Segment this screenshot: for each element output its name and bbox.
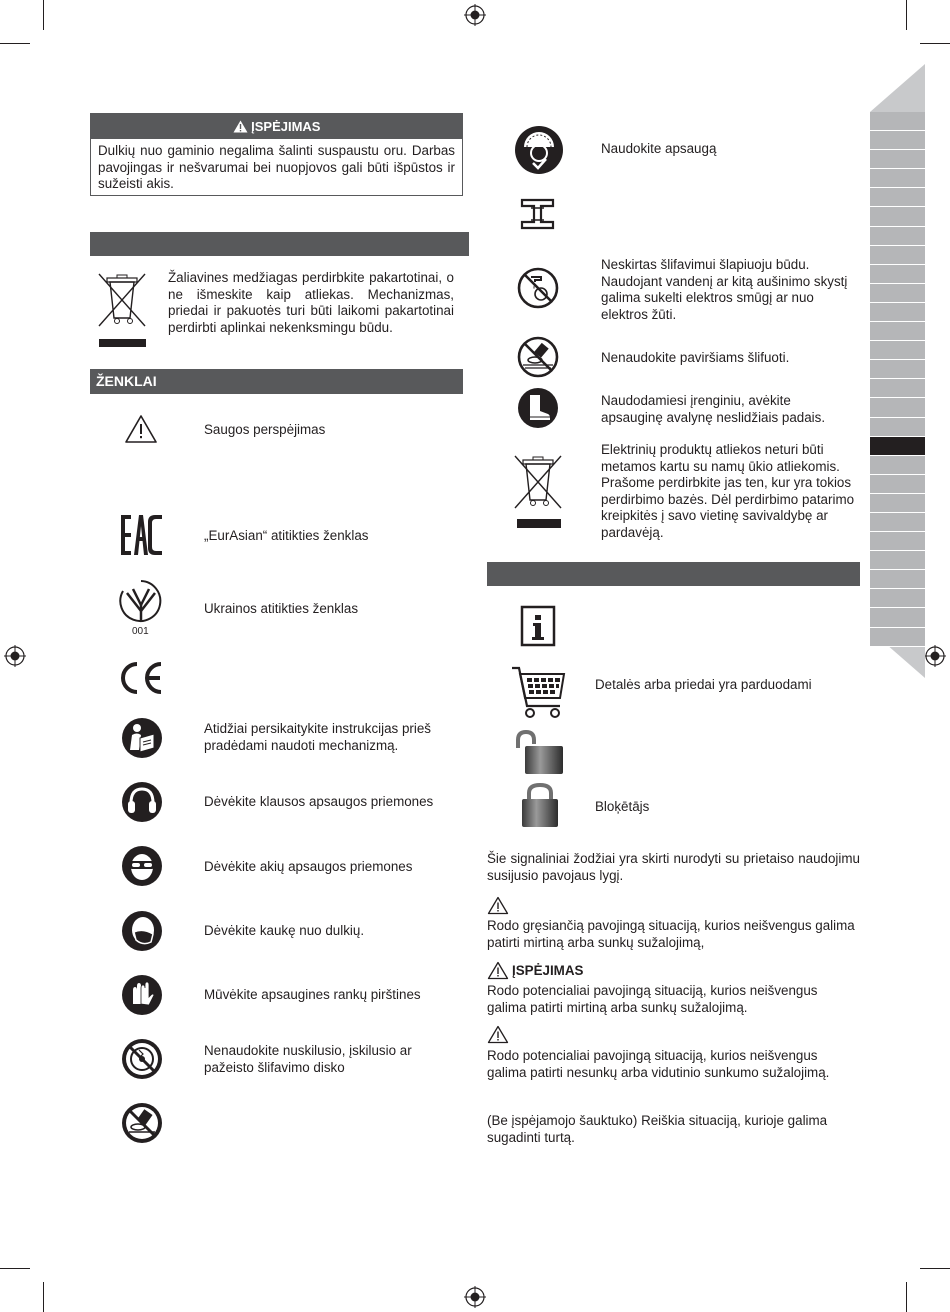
eac-mark-icon [120, 514, 162, 556]
symbol-label: Dėvėkite klausos apsaugos priemones [204, 794, 434, 809]
danger-triangle-icon [487, 896, 509, 915]
symbol-label: Atidžiai persikaitykite instrukcijas prieš pradėdami naudoti mechanizmą. [204, 721, 431, 753]
crossed-bin-icon [97, 270, 147, 350]
use-guard-icon [514, 125, 564, 175]
caution-text: Rodo potencialiai pavojingą situaciją, kurios neišvengus galima patirti nesunkų arba vidutinio sunkumo sužalojimą. [487, 1048, 830, 1080]
active-language-tab [870, 437, 925, 456]
symbol-label: Neskirtas šlifavimui šlapiuoju būdu. Naudojant vandenį ar kitą aušinimo skystį galima sukelti elektros smūgį ar nuo elektros žūti. [601, 257, 848, 322]
symbol-label: Dėvėkite akių apsaugos priemones [204, 859, 413, 874]
recycle-section-header [90, 232, 469, 256]
symbol-label: „EurAsian“ atitikties ženklas [204, 528, 369, 543]
danger-text: Rodo gręsiančią pavojingą situaciją, kurios neišvengus galima patirti mirtiną arba sunkų sužalojimą, [487, 918, 855, 950]
symbol-label: Detalės arba priedai yra parduodami [595, 677, 812, 692]
warning-triangle-icon [233, 120, 248, 133]
warning-triangle-icon [124, 414, 158, 444]
zenklai-header: ŽENKLAI [90, 369, 463, 394]
ukraine-conformity-icon [119, 579, 163, 623]
signal-words-intro: Šie signaliniai žodžiai yra skirti nurodyti su prietaiso naudojimu susijusio pavojaus lygį. [487, 851, 860, 883]
info-section-header [487, 562, 860, 586]
registration-mark-icon [464, 1286, 486, 1308]
symbol-label: Elektrinių produktų atliekos neturi būti metamos kartu su namų ūkio atliekomis. Prašome perdirbkite jas ten, kur yra tokios perdirbimo bazės. Dėl perdirbimo patarimo kreipkitės į savo vietinę savivaldybę ar pardavėją. [601, 442, 855, 540]
gloves-icon [121, 974, 163, 1016]
registration-mark-icon [4, 645, 26, 667]
warning-box-title: ĮSPĖJIMAS [90, 113, 463, 139]
symbol-label: Nenaudokite paviršiams šlifuoti. [601, 350, 790, 365]
padlock-open-icon [513, 730, 565, 776]
no-cracked-disc-icon [121, 1038, 163, 1080]
read-manual-icon [121, 717, 163, 759]
no-surface-grinding-icon [517, 336, 559, 378]
language-tabs [870, 112, 925, 647]
symbol-label: Ukrainos atitikties ženklas [204, 601, 359, 616]
recycle-text: Žaliavines medžiagas perdirbkite pakartotinai, o ne išmeskite kaip atliekas. Mechanizmas, priedai ir pakuotės turi būti laikomi pakartotinai perdirbti aplinkai nekenksmingu būdu. [168, 270, 454, 335]
weee-bin-icon [513, 452, 563, 532]
warning-text: Rodo potencialiai pavojingą situaciją, kurios neišvengus galima patirti mirtiną arba sunkų sužalojimą. [487, 983, 818, 1015]
no-side-grinding-icon [121, 1102, 163, 1144]
symbol-label: Naudokite apsaugą [601, 141, 717, 156]
warning-label: ĮSPĖJIMAS [512, 963, 584, 978]
symbol-label: Saugos perspėjimas [204, 422, 326, 437]
ear-protection-icon [121, 781, 163, 823]
no-wet-grinding-icon [517, 267, 559, 309]
ce-mark-icon [118, 660, 164, 696]
symbol-label: Nenaudokite nuskilusio, įskilusio ar pažeisto šlifavimo disko [204, 1043, 412, 1075]
clamp-icon [517, 196, 559, 232]
padlock-closed-icon [520, 783, 560, 829]
symbol-label: Mūvėkite apsaugines rankų pirštines [204, 987, 421, 1002]
caution-triangle-icon [487, 1025, 509, 1044]
notice-text: (Be įspėjamojo šauktuko) Reiškia situaciją, kurioje galima sugadinti turtą. [487, 1113, 828, 1145]
warning-triangle-icon [487, 961, 509, 980]
safety-boots-icon [517, 387, 559, 429]
shopping-cart-icon [510, 664, 566, 720]
warning-box-text: Dulkių nuo gaminio negalima šalinti suspaustu oru. Darbas pavojingas ir nešvarumai bei nuopjovos gali būti išpūstos ir sužeisti akis. [90, 139, 463, 196]
symbol-label: Naudodamiesi įrenginiu, avėkite apsauginę avalynę neslidžiais padais. [601, 393, 826, 425]
registration-mark-icon [924, 645, 946, 667]
symbol-label: Dėvėkite kaukę nuo dulkių. [204, 923, 365, 938]
registration-mark-icon [464, 4, 486, 26]
dust-mask-icon [121, 910, 163, 952]
symbol-label: Bloķētājs [595, 799, 650, 814]
eye-protection-icon [121, 845, 163, 887]
ukraine-mark-number: 001 [132, 626, 149, 637]
info-icon [520, 605, 556, 647]
